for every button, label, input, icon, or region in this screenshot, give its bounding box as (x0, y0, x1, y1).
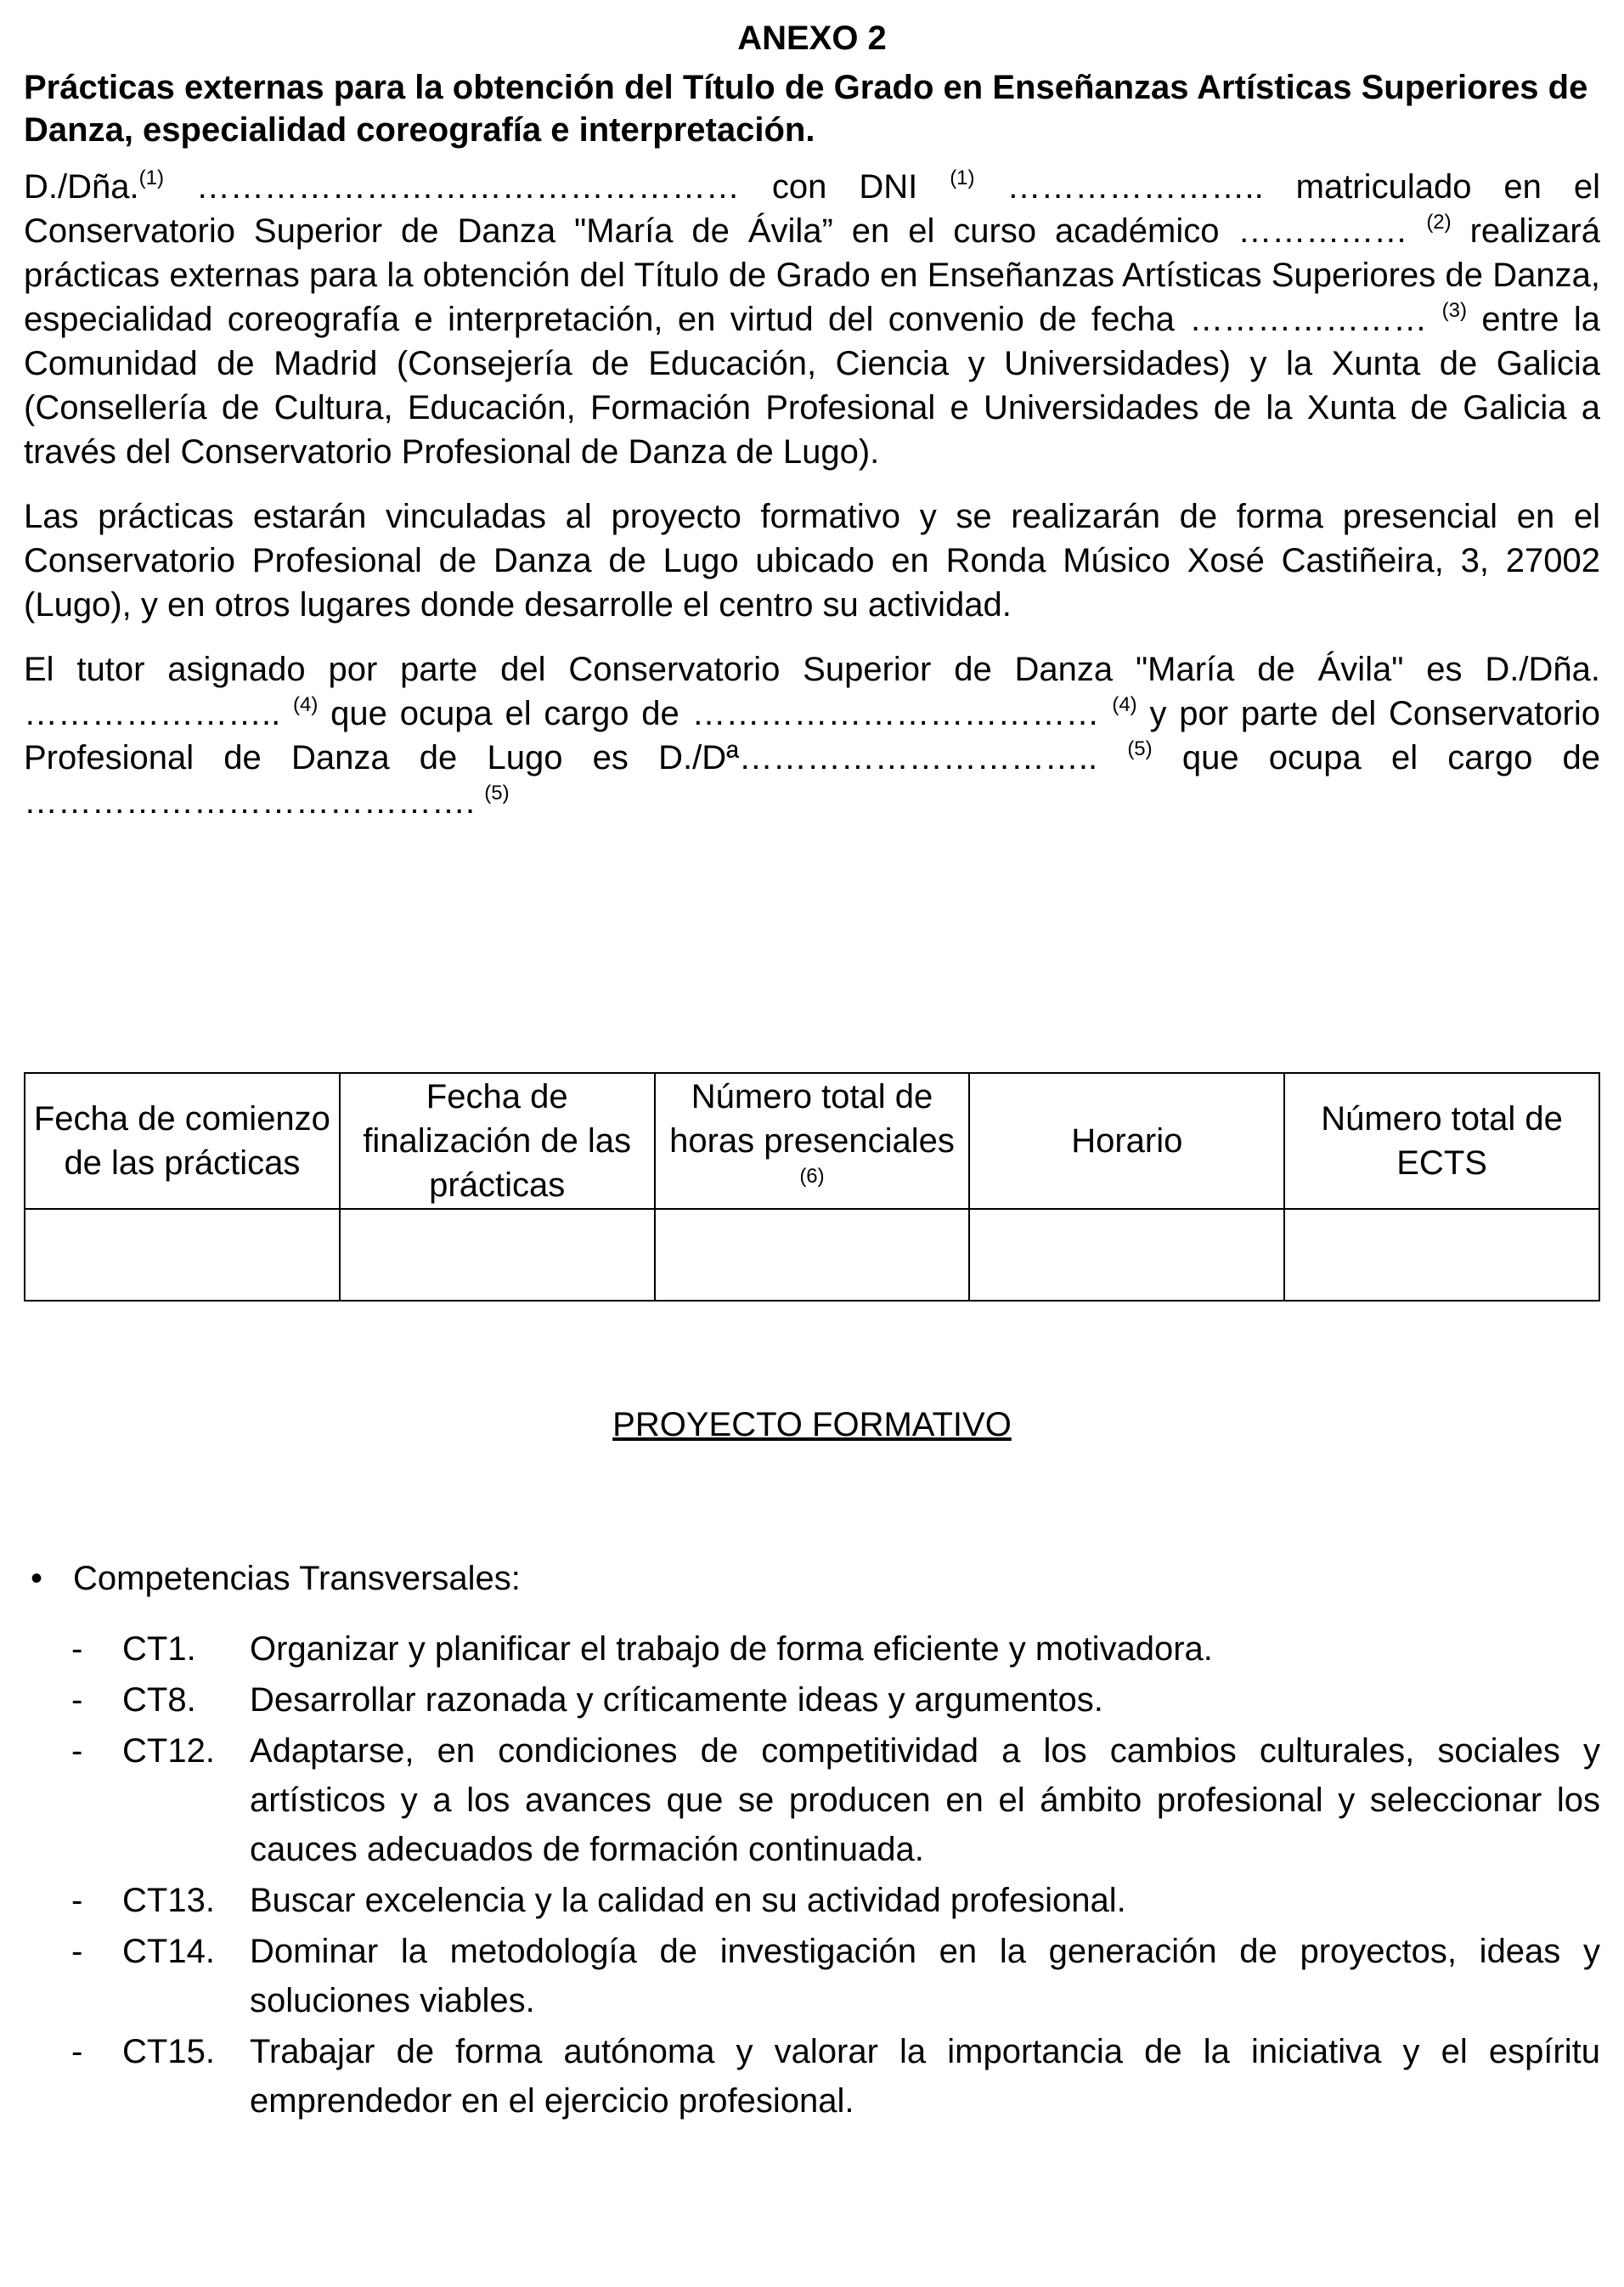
student-text-3: ………………….. matriculado en el Conservatorio Superior de Danza "María de Ávila” en el curso académico …………… (24, 168, 1600, 250)
competency-text: Organizar y planificar el trabajo de forma eficiente y motivadora. (250, 1630, 1213, 1668)
table-row (25, 1209, 1599, 1301)
competency-text: Trabajar de forma autónoma y valorar la importancia de la iniciativa y el espíritu emprendedor en el ejercicio profesional. (250, 2033, 1600, 2120)
competency-text: Dominar la metodología de investigación en la generación de proyectos, ideas y soluciones viables. (250, 1933, 1600, 2019)
annex-heading: ANEXO 2 (737, 20, 887, 57)
student-text-5: entre la Comunidad de Madrid (Consejería de Educación, Ciencia y Universidades) y la Xunta de Galicia (Consellería de Cultura, Educación, Formación Profesional e Universidades de la Xunta de Galicia a través del Conservatorio Profesional de Danza de Lugo). (24, 301, 1601, 471)
bullet-icon: • (31, 1560, 43, 1597)
competencies-list (24, 1624, 1600, 2127)
footnote-ref: (5) (484, 782, 510, 805)
footnote-ref: (4) (1112, 693, 1137, 716)
competencies-label: Competencias Transversales: (73, 1560, 521, 1597)
list-item (24, 1876, 1600, 1925)
dash-marker: - (71, 2033, 83, 2070)
footnote-ref: (5) (1127, 737, 1153, 760)
competency-code: CT12. (122, 1732, 215, 1770)
competency-code: CT1. (122, 1630, 196, 1668)
tutor-paragraph (24, 647, 1600, 824)
student-text-1: D./Dña. (24, 168, 139, 206)
header-schedule: Horario (969, 1073, 1284, 1209)
competency-text: Buscar excelencia y la calidad en su actividad profesional. (250, 1882, 1126, 1919)
cell-start-date[interactable] (25, 1209, 340, 1301)
footnote-ref: (6) (799, 1165, 825, 1188)
table-header-row (25, 1073, 1599, 1209)
list-item (24, 1675, 1600, 1725)
cell-end-date[interactable] (340, 1209, 655, 1301)
internship-summary-table (24, 1072, 1600, 1302)
footnote-ref: (1) (950, 167, 975, 189)
competency-code: CT14. (122, 1933, 215, 1970)
footnote-ref: (4) (293, 693, 319, 716)
tutor-text-3: y por parte del Conservatorio Profesional de Danza de Lugo es D./Dª………………………….. (24, 695, 1601, 776)
student-paragraph (24, 165, 1600, 474)
dash-marker: - (71, 1732, 83, 1770)
dash-marker: - (71, 1882, 83, 1919)
list-item (24, 1624, 1600, 1674)
student-text-4: realizará prácticas externas para la obtención del Título de Grado en Enseñanzas Artísticas Superiores de Danza, especialidad coreografía e interpretación, en virtud del convenio de fecha ………………… (24, 212, 1600, 338)
cell-schedule[interactable] (969, 1209, 1284, 1301)
competency-text: Desarrollar razonada y críticamente ideas y argumentos. (250, 1681, 1103, 1719)
competency-code: CT8. (122, 1681, 196, 1719)
cell-total-ects[interactable] (1284, 1209, 1599, 1301)
document-title: Prácticas externas para la obtención del Título de Grado en Enseñanzas Artísticas Superiores de Danza, especialidad coreografía e interpretación. (24, 69, 1588, 149)
dash-marker: - (71, 1681, 83, 1719)
tutor-text-1: El tutor asignado por parte del Conservatorio Superior de Danza "María de Ávila" es D./Dña. ………………….. (24, 651, 1600, 732)
student-text-2: ………………………………………… con DNI (163, 168, 950, 206)
competency-text: Adaptarse, en condiciones de competitividad a los cambios culturales, sociales y artísticos y a los avances que se producen en el ámbito profesional y seleccionar los cauces adecuados de formación continuada. (250, 1732, 1600, 1868)
location-paragraph: Las prácticas estarán vinculadas al proyecto formativo y se realizarán de forma presencial en el Conservatorio Profesional de Danza de Lugo ubicado en Ronda Músico Xosé Castiñeira, 3, 27002 (Lugo), y en otros lugares donde desarrolle el centro su actividad. (24, 498, 1600, 624)
dash-marker: - (71, 1630, 83, 1668)
competency-code: CT13. (122, 1882, 215, 1919)
list-item (24, 2027, 1600, 2126)
tutor-text-4: que ocupa el cargo de …………………………………. (24, 739, 1600, 821)
footnote-ref: (1) (138, 167, 164, 189)
list-item (24, 1726, 1600, 1874)
tutor-text-2: que ocupa el cargo de ……………………………… (318, 695, 1113, 732)
cell-total-hours[interactable] (655, 1209, 970, 1301)
header-start-date: Fecha de comienzo de las prácticas (25, 1073, 340, 1209)
document-page (24, 19, 1601, 2120)
list-item (24, 1927, 1600, 2025)
header-end-date: Fecha de finalización de las prácticas (340, 1073, 655, 1209)
dash-marker: - (71, 1933, 83, 1970)
footnote-ref: (3) (1441, 299, 1467, 322)
footnote-ref: (2) (1426, 211, 1452, 234)
header-total-hours (655, 1073, 970, 1209)
header-total-hours-label: Número total de horas presenciales (669, 1078, 955, 1160)
competency-code: CT15. (122, 2033, 215, 2070)
project-title: PROYECTO FORMATIVO (612, 1406, 1012, 1443)
header-total-ects: Número total de ECTS (1284, 1073, 1599, 1209)
